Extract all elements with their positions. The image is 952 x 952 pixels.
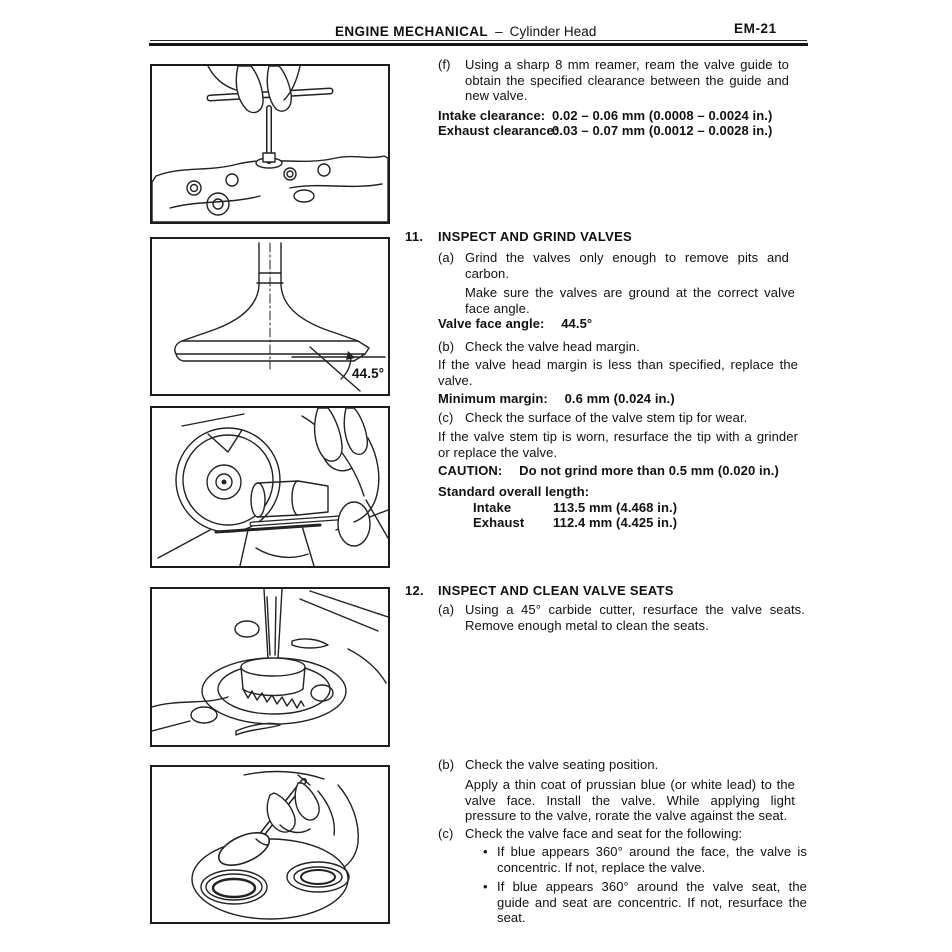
header-chapter-title: Cylinder Head [509, 24, 597, 39]
step-11a [404, 250, 840, 281]
header-section-title: ENGINE MECHANICAL [335, 24, 489, 39]
section-12-number: 12. [405, 583, 424, 598]
figure-ream-valve-guide [150, 64, 390, 224]
section-12-heading [404, 583, 840, 599]
header-separator: – [495, 24, 503, 39]
caution-text: Do not grind more than 0.5 mm (0.020 in.) [519, 463, 779, 478]
exhaust-length-value: 112.4 mm (4.425 in.) [553, 515, 678, 530]
intake-clearance-spec [438, 108, 874, 124]
step-11c [404, 410, 840, 426]
step-12c-text: Check the valve face and seat for the following: [465, 826, 743, 841]
step-12c [404, 826, 840, 842]
step-11b-text: Check the valve head margin. [465, 339, 640, 354]
page-header-title [335, 24, 597, 39]
step-11c-label: (c) [438, 410, 454, 425]
step-11b-label: (b) [438, 339, 455, 354]
figure-resurface-valve-seats [150, 587, 390, 747]
standard-overall-length [404, 484, 840, 531]
step-12b-note: Apply a thin coat of prussian blue (or white lead) to the valve face. Install the valve. While applying light pressure to the valve, rorate the valve against the seat. [465, 777, 795, 823]
figure-check-valve-seating [150, 765, 390, 924]
section-11-heading [404, 229, 840, 245]
header-rule-thin [150, 40, 807, 41]
seat-cutter-illustration [152, 589, 388, 745]
section-11-number: 11. [405, 229, 424, 244]
step-12c-label: (c) [438, 826, 454, 841]
page-number: EM-21 [734, 21, 777, 36]
valve-face-angle-spec [438, 316, 874, 332]
valve-seating-illustration [152, 767, 388, 922]
step-f-label: (f) [438, 57, 451, 72]
step-12a-text: Using a 45° carbide cutter, resurface the valve seats. Remove enough metal to clean the seats. [465, 602, 805, 633]
minimum-margin-spec [438, 391, 874, 407]
step-11c-text: Check the surface of the valve stem tip for wear. [465, 410, 748, 425]
step-12b [404, 757, 840, 773]
figure-valve-face-angle [150, 237, 390, 396]
step-11b-note: If the valve head margin is less than specified, replace the valve. [438, 357, 798, 388]
step-12b-text: Check the valve seating position. [465, 757, 659, 772]
step-11a-label: (a) [438, 250, 455, 265]
intake-clearance-label: Intake clearance: [438, 108, 546, 123]
caution-line [438, 463, 874, 479]
overall-length-row-exhaust [473, 515, 840, 531]
step-f-text: Using a sharp 8 mm reamer, ream the valve guide to obtain the specified clearance between the guide and new valve. [465, 57, 789, 103]
section-12-title: INSPECT AND CLEAN VALVE SEATS [438, 583, 674, 598]
intake-length-value: 113.5 mm (4.468 in.) [553, 499, 678, 515]
grinder-illustration [152, 408, 388, 566]
valve-face-angle-illustration [152, 239, 388, 394]
exhaust-clearance-value: 0.03 – 0.07 mm (0.0012 – 0.0028 in.) [552, 123, 773, 138]
step-11c-note: If the valve stem tip is worn, resurface the tip with a grinder or replace the valve. [438, 429, 798, 460]
overall-length-row-intake [473, 500, 840, 516]
step-12b-label: (b) [438, 757, 455, 772]
step-f [404, 57, 840, 104]
step-11a-text: Grind the valves only enough to remove pits and carbon. [465, 250, 789, 281]
step-12a-label: (a) [438, 602, 455, 617]
section-11-title: INSPECT AND GRIND VALVES [438, 229, 633, 244]
minimum-margin-label: Minimum margin: [438, 391, 548, 406]
overall-length-title: Standard overall length: [438, 484, 590, 499]
valve-angle-label: 44.5° [352, 366, 385, 381]
intake-length-name: Intake [473, 499, 512, 515]
exhaust-clearance-label: Exhaust clearance: [438, 123, 559, 138]
exhaust-length-name: Exhaust [473, 515, 525, 530]
figure-grind-valve-stem-tip [150, 406, 390, 568]
header-rule-thick [149, 43, 808, 46]
step-11a-note: Make sure the valves are ground at the correct valve face angle. [465, 285, 795, 316]
caution-label: CAUTION: [438, 463, 503, 478]
bullet-icon: • [483, 844, 488, 859]
valve-face-angle-label: Valve face angle: [438, 316, 545, 331]
bullet-icon: • [483, 879, 488, 894]
intake-clearance-value: 0.02 – 0.06 mm (0.0008 – 0.0024 in.) [552, 108, 773, 123]
bullet-item-1 [404, 844, 840, 875]
exhaust-clearance-spec [438, 123, 874, 139]
bullet-2-text: If blue appears 360° around the valve seat, the guide and seat are concentric. If not, resurface the seat. [497, 879, 807, 925]
ream-valve-guide-illustration [152, 66, 388, 222]
minimum-margin-value: 0.6 mm (0.024 in.) [564, 391, 675, 406]
step-11b [404, 339, 840, 355]
bullet-item-2 [404, 879, 840, 926]
bullet-1-text: If blue appears 360° around the face, the valve is concentric. If not, replace the valve. [497, 844, 807, 875]
step-12a [404, 602, 840, 633]
valve-face-angle-value: 44.5° [561, 316, 593, 331]
